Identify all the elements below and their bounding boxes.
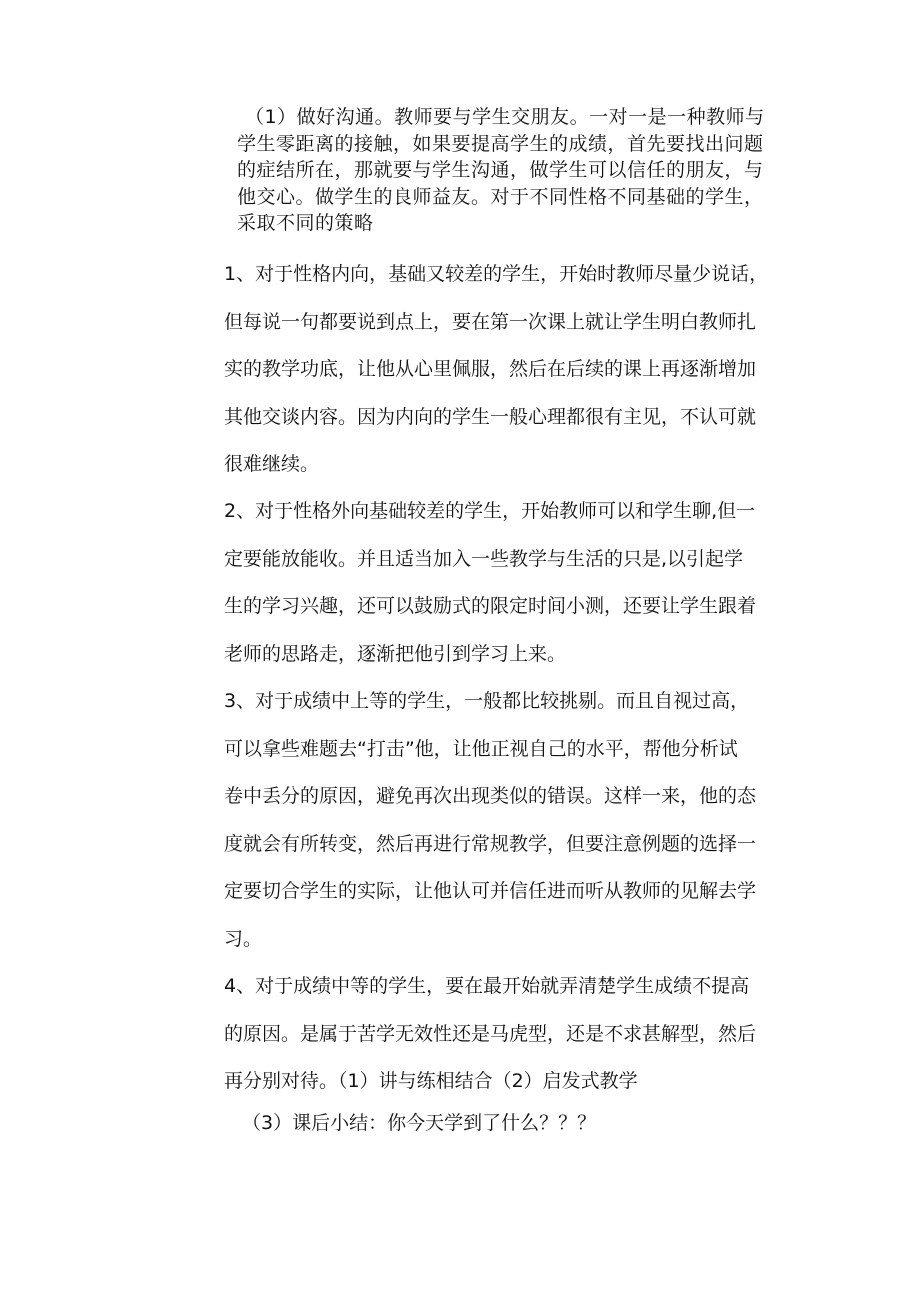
text-line: 4、对于成绩中等的学生，要在最开始就弄清楚学生成绩不提高 xyxy=(224,975,750,997)
text-line: 习。 xyxy=(224,927,263,950)
text-line: 再分别对待。（1）讲与练相结合（2）启发式教学 xyxy=(224,1070,638,1092)
text-line: 度就会有所转变，然后再进行常规教学，但要注意例题的选择一 xyxy=(224,832,757,855)
text-line: 学生零距离的接触，如果要提高学生的成绩，首先要找出问题 xyxy=(237,132,764,155)
text-line: （1）做好沟通。教师要与学生交朋友。一对一是一种教师与 xyxy=(245,106,765,128)
text-line: 的原因。是属于苦学无效性还是马虎型，还是不求甚解型，然后 xyxy=(224,1022,757,1045)
paragraph-item-3 xyxy=(224,678,804,963)
paragraph-item-1 xyxy=(224,251,804,489)
intro-paragraph xyxy=(237,104,797,237)
text-line: 实的教学功底，让他从心里佩服，然后在后续的课上再逐渐增加 xyxy=(224,358,757,380)
text-line: 生的学习兴趣，还可以鼓励式的限定时间小测，还要让学生跟着 xyxy=(224,595,757,617)
text-line: 他交心。做学生的良师益友。对于不同性格不同基础的学生， xyxy=(237,185,764,208)
paragraph-item-4 xyxy=(224,963,804,1106)
text-line: 采取不同的策略 xyxy=(237,212,374,234)
text-line: 定要能放能收。并且适当加入一些教学与生活的只是,以引起学 xyxy=(224,547,744,570)
paragraph-item-2 xyxy=(224,488,804,678)
text-line: 但每说一句都要说到点上，要在第一次课上就让学生明白教师扎 xyxy=(224,310,757,333)
text-line: 很难继续。 xyxy=(224,453,320,475)
text-line: 老师的思路走，逐渐把他引到学习上来。 xyxy=(224,642,567,665)
text-line: 定要切合学生的实际，让他认可并信任进而听从教师的见解去学 xyxy=(224,880,757,902)
text-line: 1、对于性格内向，基础又较差的学生，开始时教师尽量少说话， xyxy=(224,263,769,285)
text-line: 2、对于性格外向基础较差的学生，开始教师可以和学生聊,但一 xyxy=(224,500,756,522)
text-line: 3、对于成绩中上等的学生，一般都比较挑剔。而且自视过高， xyxy=(224,690,750,712)
closing-line: （3）课后小结：你今天学到了什么？？？ xyxy=(242,1112,597,1134)
text-line: 其他交谈内容。因为内向的学生一般心理都很有主见，不认可就 xyxy=(224,405,757,428)
text-line: 卷中丢分的原因，避免再次出现类似的错误。这样一来，他的态 xyxy=(224,785,757,807)
text-line: 的症结所在，那就要与学生沟通，做学生可以信任的朋友，与 xyxy=(237,159,764,181)
text-line: 可以拿些难题去“打击”他，让他正视自己的水平，帮他分析试 xyxy=(224,737,738,760)
